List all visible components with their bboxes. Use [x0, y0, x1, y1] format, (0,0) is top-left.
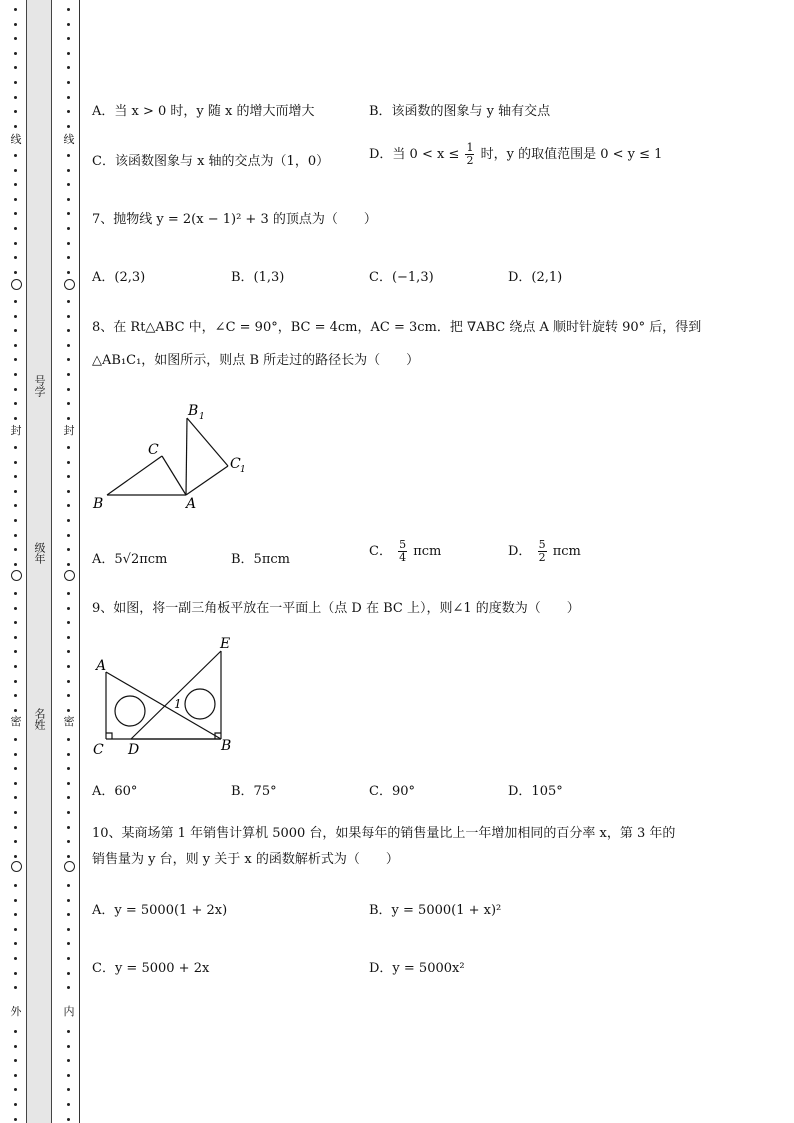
- binding-dot: [14, 694, 17, 697]
- binding-dot: [67, 37, 70, 40]
- binding-dot: [67, 1074, 70, 1077]
- binding-dot: [67, 884, 70, 887]
- binding-dot: [14, 8, 17, 11]
- q6-option-d: [369, 142, 662, 167]
- binding-dot: [14, 636, 17, 639]
- binding-dot: [67, 66, 70, 69]
- binding-circle: [64, 861, 75, 872]
- q7-option-d: D．(2,1): [508, 270, 563, 285]
- binding-dot: [14, 125, 17, 128]
- label-grade: 级年: [33, 542, 46, 564]
- binding-dot: [14, 753, 17, 756]
- binding-dot: [14, 329, 17, 332]
- q10-option-a: A．y = 5000(1 + 2x): [92, 903, 228, 918]
- binding-dot: [14, 37, 17, 40]
- q8-option-c: [369, 539, 441, 564]
- label-name: 名姓: [33, 708, 46, 730]
- binding-dot: [67, 534, 70, 537]
- binding-dot: [14, 475, 17, 478]
- q10-stem-line1: 10、某商场第 1 年销售计算机 5000 台，如果每年的销售量比上一年增加相同的百分率 x，第 3 年的: [92, 826, 676, 841]
- inner-char-nei: 内: [63, 1005, 75, 1018]
- binding-dot: [67, 271, 70, 274]
- q8-stem-line2: △AB₁C₁，如图所示，则点 B 所走过的路径长为（ ）: [92, 353, 420, 368]
- fraction-numerator: 1: [466, 141, 474, 154]
- binding-dot: [14, 1088, 17, 1091]
- binding-dot: [14, 271, 17, 274]
- outer-char-xian: 线: [10, 133, 22, 146]
- binding-dot: [14, 96, 17, 99]
- fraction-denominator: 2: [466, 154, 474, 167]
- binding-dot: [14, 519, 17, 522]
- q10-option-d: D．y = 5000x²: [369, 961, 465, 976]
- binding-dot: [67, 928, 70, 931]
- label-angle-1: 1: [174, 697, 182, 711]
- binding-dot: [67, 1030, 70, 1033]
- fraction-denominator: 4: [399, 551, 407, 564]
- label-c1: C: [230, 456, 241, 472]
- q6-option-a: A．当 x > 0 时，y 随 x 的增大而增大: [92, 104, 315, 119]
- binding-dot: [67, 125, 70, 128]
- binding-dot: [14, 256, 17, 259]
- binding-dot: [67, 1118, 70, 1121]
- binding-dot: [67, 169, 70, 172]
- binding-circle: [64, 570, 75, 581]
- binding-dot: [67, 490, 70, 493]
- binding-dot: [14, 855, 17, 858]
- binding-dot: [14, 417, 17, 420]
- binding-dot: [67, 358, 70, 361]
- binding-dot: [67, 796, 70, 799]
- binding-dot: [14, 665, 17, 668]
- label-a: A: [96, 658, 107, 674]
- binding-dot: [67, 826, 70, 829]
- binding-dot: [14, 461, 17, 464]
- q9-stem: 9、如图，将一副三角板平放在一平面上（点 D 在 BC 上），则∠1 的度数为（ ）: [92, 601, 580, 616]
- binding-dot: [67, 694, 70, 697]
- binding-dot: [67, 767, 70, 770]
- binding-dot: [67, 665, 70, 668]
- binding-margin: [0, 0, 82, 1123]
- binding-dot: [67, 1103, 70, 1106]
- q6-option-b: B．该函数的图象与 y 轴有交点: [369, 104, 551, 119]
- fraction-denominator: 2: [538, 551, 546, 564]
- binding-dot: [14, 767, 17, 770]
- binding-dot: [14, 534, 17, 537]
- q8-option-b: B．5πcm: [231, 552, 290, 567]
- outer-dot-column: [10, 0, 22, 1123]
- binding-dot: [67, 183, 70, 186]
- binding-dot: [14, 169, 17, 172]
- binding-circle: [11, 570, 22, 581]
- binding-dot: [14, 826, 17, 829]
- binding-dot: [14, 1045, 17, 1048]
- q10-option-c: C．y = 5000 + 2x: [92, 961, 210, 976]
- binding-dot: [67, 300, 70, 303]
- outer-char-mi: 密: [10, 715, 22, 728]
- binding-dot: [14, 315, 17, 318]
- binding-dot: [14, 358, 17, 361]
- binding-dot: [14, 650, 17, 653]
- q9-option-d: D．105°: [508, 784, 563, 799]
- binding-dot: [67, 519, 70, 522]
- binding-dot: [14, 227, 17, 230]
- inner-char-feng: 封: [63, 424, 75, 437]
- binding-dot: [14, 680, 17, 683]
- binding-dot: [14, 446, 17, 449]
- binding-dot: [67, 242, 70, 245]
- q9-figure: [92, 632, 242, 758]
- binding-dot: [14, 154, 17, 157]
- binding-dot: [14, 1118, 17, 1121]
- binding-dot: [67, 23, 70, 26]
- binding-dot: [14, 709, 17, 712]
- q8-option-d: [508, 539, 581, 564]
- margin-border-line: [79, 0, 80, 1123]
- binding-dot: [67, 96, 70, 99]
- binding-dot: [67, 504, 70, 507]
- q9-option-c: C．90°: [369, 784, 415, 799]
- binding-dot: [14, 899, 17, 902]
- binding-dot: [14, 942, 17, 945]
- inner-dot-column: [63, 0, 75, 1123]
- binding-dot: [14, 504, 17, 507]
- label-b: B: [221, 738, 232, 754]
- q8-option-c-prefix: C．: [369, 544, 392, 559]
- binding-dot: [67, 986, 70, 989]
- inner-char-xian: 线: [63, 133, 75, 146]
- binding-dot: [14, 198, 17, 201]
- binding-dot: [14, 782, 17, 785]
- binding-dot: [14, 796, 17, 799]
- binding-dot: [14, 242, 17, 245]
- outer-char-feng: 封: [10, 424, 22, 437]
- inner-char-mi: 密: [63, 715, 75, 728]
- q6-option-d-fraction: [465, 142, 474, 167]
- q8-stem-line1: 8、在 Rt△ABC 中，∠C = 90°，BC = 4cm，AC = 3cm．把 ∇ABC 绕点 A 顺时针旋转 90° 后，得到: [92, 320, 702, 335]
- binding-dot: [14, 738, 17, 741]
- binding-dot: [14, 928, 17, 931]
- binding-dot: [67, 344, 70, 347]
- binding-dot: [67, 461, 70, 464]
- binding-dot: [67, 110, 70, 113]
- binding-dot: [14, 811, 17, 814]
- q8-figure: [92, 398, 262, 518]
- q6-option-d-suffix: 时，y 的取值范围是 0 < y ≤ 1: [480, 147, 663, 162]
- binding-dot: [14, 388, 17, 391]
- label-c: C: [93, 742, 104, 758]
- binding-dot: [14, 490, 17, 493]
- binding-dot: [14, 957, 17, 960]
- binding-dot: [67, 475, 70, 478]
- q10-option-b: B．y = 5000(1 + x)²: [369, 903, 502, 918]
- label-student-number: 号学: [33, 375, 46, 397]
- binding-dot: [14, 344, 17, 347]
- binding-dot: [67, 154, 70, 157]
- binding-dot: [67, 680, 70, 683]
- q8-option-c-fraction: [398, 539, 407, 564]
- binding-dot: [67, 8, 70, 11]
- binding-dot: [67, 315, 70, 318]
- binding-dot: [67, 402, 70, 405]
- q8-option-d-prefix: D．: [508, 544, 532, 559]
- binding-dot: [67, 899, 70, 902]
- binding-dot: [14, 986, 17, 989]
- binding-dot: [67, 388, 70, 391]
- label-b1: B: [188, 403, 199, 419]
- label-e: E: [220, 636, 231, 652]
- binding-dot: [14, 1074, 17, 1077]
- binding-dot: [14, 621, 17, 624]
- q9-option-a: A．60°: [92, 784, 138, 799]
- binding-circle: [64, 279, 75, 290]
- label-a: A: [186, 496, 197, 512]
- binding-dot: [67, 607, 70, 610]
- binding-dot: [67, 417, 70, 420]
- binding-dot: [67, 650, 70, 653]
- binding-dot: [14, 23, 17, 26]
- binding-dot: [14, 840, 17, 843]
- fraction-numerator: 5: [538, 538, 546, 551]
- binding-dot: [67, 212, 70, 215]
- binding-dot: [67, 52, 70, 55]
- binding-dot: [67, 621, 70, 624]
- q6-option-d-prefix: D．当 0 < x ≤: [369, 147, 460, 162]
- binding-dot: [14, 592, 17, 595]
- binding-dot: [14, 373, 17, 376]
- binding-dot: [67, 563, 70, 566]
- binding-dot: [67, 373, 70, 376]
- binding-dot: [14, 183, 17, 186]
- binding-dot: [14, 66, 17, 69]
- binding-dot: [67, 329, 70, 332]
- binding-dot: [67, 256, 70, 259]
- binding-dot: [67, 198, 70, 201]
- binding-dot: [67, 913, 70, 916]
- binding-dot: [67, 811, 70, 814]
- binding-dot: [67, 1088, 70, 1091]
- binding-dot: [67, 840, 70, 843]
- binding-dot: [14, 52, 17, 55]
- binding-dot: [67, 1045, 70, 1048]
- binding-dot: [67, 1059, 70, 1062]
- binding-dot: [67, 957, 70, 960]
- q7-stem: 7、抛物线 y = 2(x − 1)² + 3 的顶点为（ ）: [92, 212, 377, 227]
- fraction-numerator: 5: [399, 538, 407, 551]
- label-d: D: [128, 742, 140, 758]
- q6-option-c: C．该函数图象与 x 轴的交点为（1，0）: [92, 154, 330, 169]
- binding-dot: [67, 592, 70, 595]
- binding-dot: [67, 942, 70, 945]
- binding-circle: [11, 861, 22, 872]
- binding-dot: [67, 709, 70, 712]
- binding-dot: [67, 753, 70, 756]
- q7-option-a: A．(2,3): [92, 270, 146, 285]
- binding-dot: [14, 81, 17, 84]
- binding-dot: [14, 1059, 17, 1062]
- binding-dot: [14, 402, 17, 405]
- binding-dot: [14, 607, 17, 610]
- q8-option-c-suffix: πcm: [413, 544, 442, 559]
- binding-dot: [67, 738, 70, 741]
- binding-dot: [14, 110, 17, 113]
- binding-dot: [14, 884, 17, 887]
- q7-option-b: B．(1,3): [231, 270, 285, 285]
- binding-dot: [14, 548, 17, 551]
- q10-stem-line2: 销售量为 y 台，则 y 关于 x 的函数解析式为（ ）: [92, 852, 399, 867]
- binding-dot: [67, 972, 70, 975]
- q7-option-c: C．(−1,3): [369, 270, 434, 285]
- binding-dot: [14, 563, 17, 566]
- q9-option-b: B．75°: [231, 784, 277, 799]
- binding-dot: [14, 1030, 17, 1033]
- binding-dot: [67, 446, 70, 449]
- q8-option-a: A．5√2πcm: [92, 552, 168, 567]
- binding-dot: [67, 636, 70, 639]
- outer-char-wai: 外: [10, 1005, 22, 1018]
- binding-dot: [14, 1103, 17, 1106]
- q8-option-d-fraction: [538, 539, 547, 564]
- binding-dot: [14, 913, 17, 916]
- binding-dot: [67, 855, 70, 858]
- binding-circle: [11, 279, 22, 290]
- label-b1-sub: 1: [199, 412, 205, 422]
- label-b: B: [93, 496, 104, 512]
- binding-dot: [14, 972, 17, 975]
- binding-dot: [67, 548, 70, 551]
- binding-dot: [67, 782, 70, 785]
- label-c1-sub: 1: [240, 465, 246, 475]
- binding-dot: [14, 212, 17, 215]
- label-c: C: [148, 442, 159, 458]
- q8-option-d-suffix: πcm: [552, 544, 581, 559]
- binding-dot: [67, 227, 70, 230]
- binding-dot: [67, 81, 70, 84]
- binding-dot: [14, 300, 17, 303]
